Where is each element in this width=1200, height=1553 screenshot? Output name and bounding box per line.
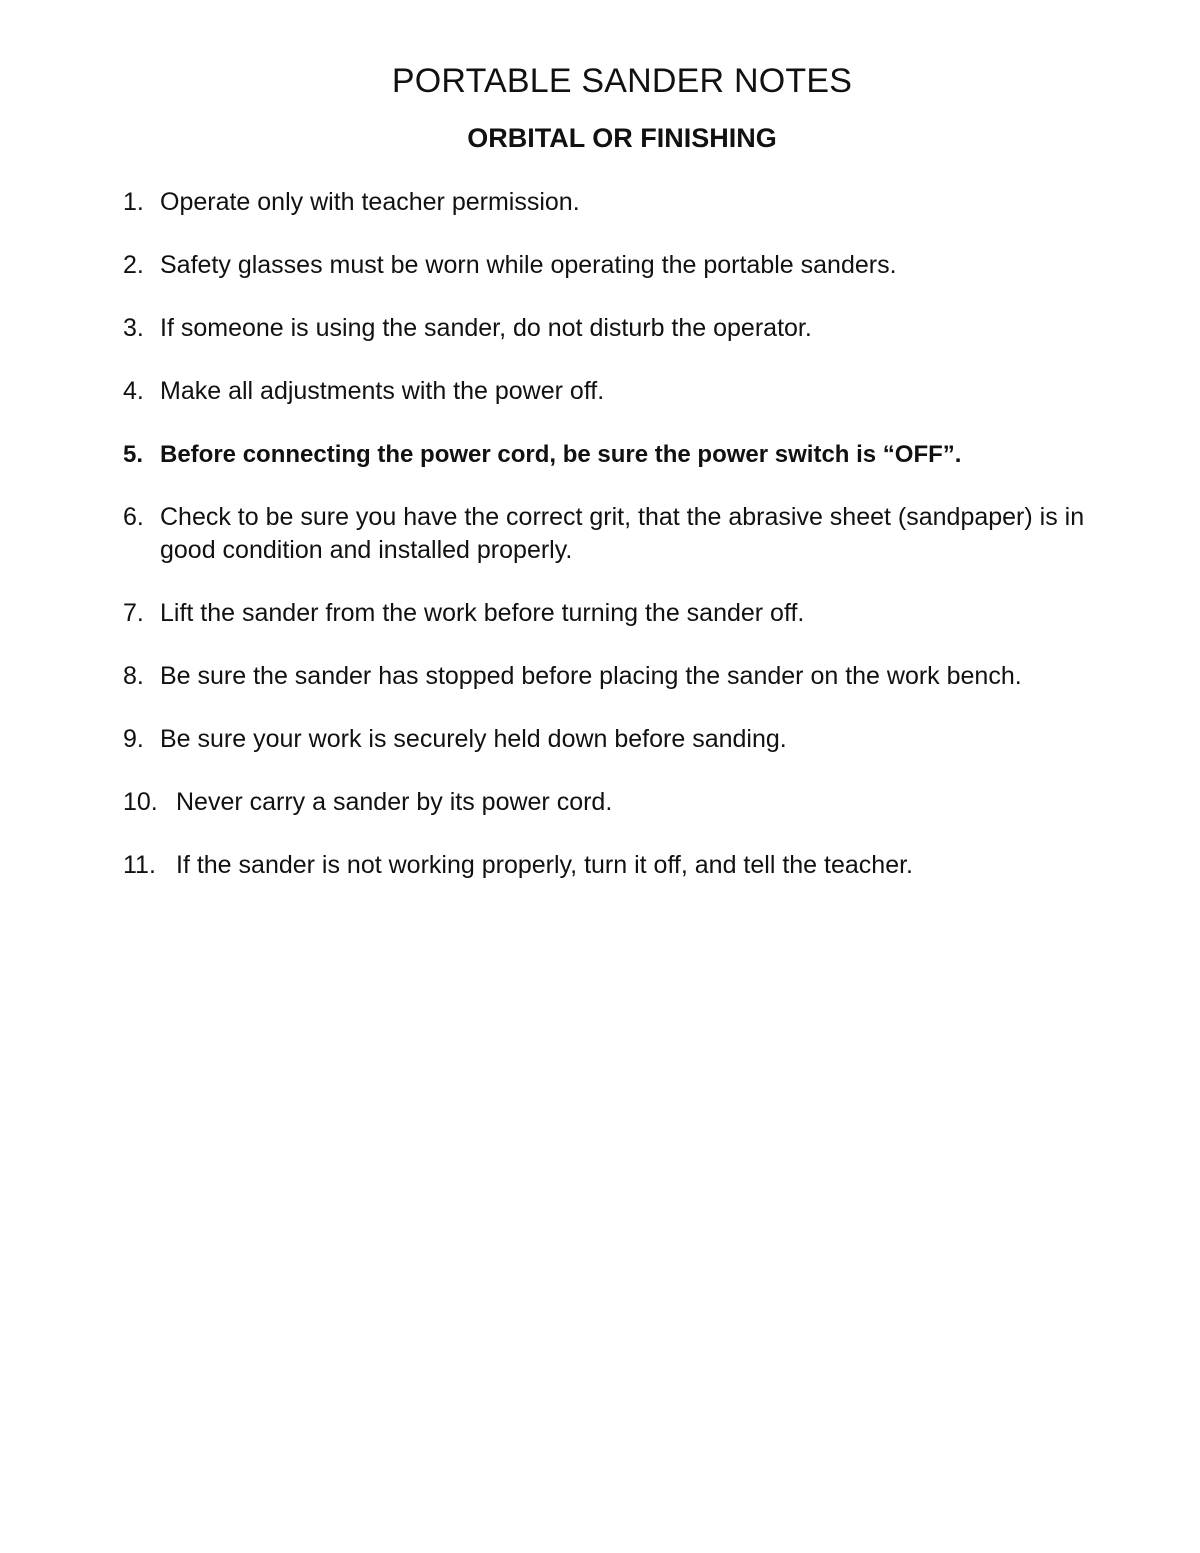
note-item-6 [123, 501, 1133, 567]
note-item-8 [123, 660, 1133, 693]
note-number: 6. [123, 503, 144, 531]
note-item-11 [123, 849, 1133, 882]
note-item-10 [123, 786, 1133, 819]
note-number: 1. [123, 188, 144, 216]
note-item-7 [123, 597, 1133, 630]
page-subtitle: ORBITAL OR FINISHING [467, 123, 777, 153]
note-text: Be sure your work is securely held down before sanding. [160, 725, 787, 753]
note-number: 8. [123, 662, 144, 690]
note-text: Never carry a sander by its power cord. [176, 788, 613, 816]
note-text: Lift the sander from the work before turning the sander off. [160, 599, 805, 627]
page-title: PORTABLE SANDER NOTES [391, 62, 853, 100]
note-number: 3. [123, 314, 144, 342]
note-text: Operate only with teacher permission. [160, 188, 580, 216]
note-text: If the sander is not working properly, turn it off, and tell the teacher. [176, 851, 913, 879]
note-text: Safety glasses must be worn while operating the portable sanders. [160, 251, 897, 279]
note-number: 11. [123, 851, 156, 879]
note-number: 4. [123, 377, 144, 405]
note-item-5 [123, 438, 1133, 471]
note-item-2 [123, 249, 1133, 282]
note-item-3 [123, 312, 1133, 345]
notes-list [123, 186, 1133, 912]
note-text: If someone is using the sander, do not disturb the operator. [160, 314, 812, 342]
note-number: 2. [123, 251, 144, 279]
note-item-4 [123, 375, 1133, 408]
note-number: 5. [123, 441, 144, 468]
note-text: Be sure the sander has stopped before placing the sander on the work bench. [160, 662, 1022, 690]
note-item-9 [123, 723, 1133, 756]
note-number: 10. [123, 788, 158, 816]
note-number: 7. [123, 599, 144, 627]
note-item-1 [123, 186, 1133, 219]
note-text: Check to be sure you have the correct grit, that the abrasive sheet (sandpaper) is in good condition and installed properly. [160, 503, 1085, 564]
note-text: Make all adjustments with the power off. [160, 377, 605, 405]
note-text: Before connecting the power cord, be sure the power switch is “OFF”. [160, 441, 962, 468]
note-number: 9. [123, 725, 144, 753]
